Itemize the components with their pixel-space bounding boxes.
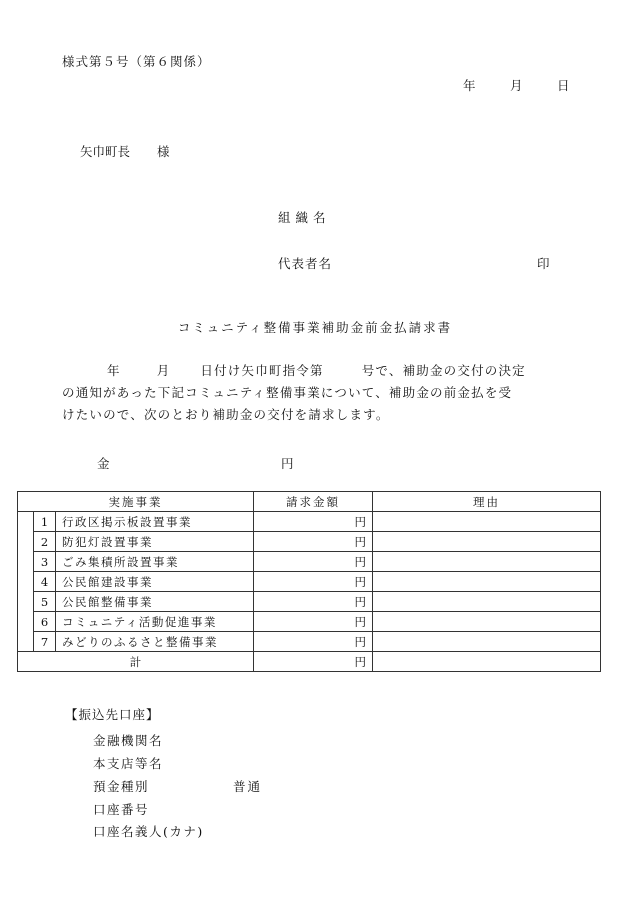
row-project-name: みどりのふるさと整備事業: [56, 632, 254, 652]
paragraph-line-2: の通知があった下記コミュニティ整備事業について、補助金の前金払を受: [62, 385, 513, 400]
table-total-row: [18, 652, 601, 672]
table-row: [18, 512, 601, 532]
table-row: [18, 572, 601, 592]
row-number: 1: [34, 512, 56, 532]
paragraph-month: 月: [156, 363, 171, 378]
form-number: 様式第５号（第６関係）: [62, 54, 211, 69]
row-project-name: 行政区掲示板設置事業: [56, 512, 254, 532]
row-project-name: 公民館建設事業: [56, 572, 254, 592]
row-amount-cell[interactable]: 円: [254, 532, 373, 552]
row-project-name: ごみ集積所設置事業: [56, 552, 254, 572]
amount-label: 金: [97, 456, 110, 471]
row-amount-cell[interactable]: 円: [254, 632, 373, 652]
total-amount-cell[interactable]: 円: [254, 652, 373, 672]
date-day-label: 日: [557, 78, 570, 93]
representative-name-label: 代表者名: [278, 256, 333, 271]
paragraph-line-3: けたいので、次のとおり補助金の交付を請求します。: [62, 407, 390, 422]
row-number: 5: [34, 592, 56, 612]
table-row: [18, 592, 601, 612]
row-amount-cell[interactable]: 円: [254, 572, 373, 592]
indent-cell: [18, 512, 34, 652]
paragraph-date-ref: 日付け矢巾町指令第: [200, 363, 324, 378]
bank-account-heading: 【振込先口座】: [65, 707, 160, 722]
row-reason-cell[interactable]: [373, 612, 601, 632]
row-number: 6: [34, 612, 56, 632]
table-header-row: [18, 492, 601, 512]
row-amount-cell[interactable]: 円: [254, 552, 373, 572]
date-year-label: 年: [463, 78, 476, 93]
total-label: 計: [18, 652, 254, 672]
row-project-name: 防犯灯設置事業: [56, 532, 254, 552]
request-table: [17, 491, 601, 672]
row-number: 2: [34, 532, 56, 552]
account-number-label: 口座番号: [93, 802, 150, 817]
row-reason-cell[interactable]: [373, 572, 601, 592]
organization-name-label: 組織名: [278, 210, 331, 225]
row-reason-cell[interactable]: [373, 512, 601, 532]
addressee-name: 矢巾町長: [80, 144, 131, 159]
row-reason-cell[interactable]: [373, 632, 601, 652]
deposit-type-label: 預金種別: [93, 779, 150, 794]
table-row: [18, 552, 601, 572]
addressee: [80, 142, 170, 160]
paragraph-line-1: [62, 360, 582, 382]
header-reason: 理由: [373, 492, 601, 512]
account-holder-label: 口座名義人(カナ): [93, 824, 204, 839]
header-amount: 請求金額: [254, 492, 373, 512]
row-number: 7: [34, 632, 56, 652]
row-reason-cell[interactable]: [373, 532, 601, 552]
date-month-label: 月: [510, 78, 523, 93]
total-reason-cell[interactable]: [373, 652, 601, 672]
bank-branch-label: 本支店等名: [93, 756, 164, 771]
row-amount-cell[interactable]: 円: [254, 512, 373, 532]
deposit-type-value[interactable]: 普通: [233, 779, 263, 794]
row-amount-cell[interactable]: 円: [254, 592, 373, 612]
bank-institution-label: 金融機関名: [93, 733, 164, 748]
seal-mark: 印: [537, 256, 550, 271]
document-title: コミュニティ整備事業補助金前金払請求書: [177, 320, 453, 335]
header-project: 実施事業: [18, 492, 254, 512]
row-number: 3: [34, 552, 56, 572]
row-reason-cell[interactable]: [373, 552, 601, 572]
paragraph-year: 年: [107, 363, 121, 378]
request-paragraph: [62, 360, 582, 426]
row-project-name: コミュニティ活動促進事業: [56, 612, 254, 632]
row-number: 4: [34, 572, 56, 592]
paragraph-number: 号で、補助金の交付の決定: [361, 363, 526, 378]
table-row: [18, 612, 601, 632]
row-reason-cell[interactable]: [373, 592, 601, 612]
row-project-name: 公民館整備事業: [56, 592, 254, 612]
amount-unit: 円: [281, 456, 294, 471]
table-row: [18, 532, 601, 552]
table-row: [18, 632, 601, 652]
addressee-honorific: 様: [157, 144, 170, 159]
row-amount-cell[interactable]: 円: [254, 612, 373, 632]
